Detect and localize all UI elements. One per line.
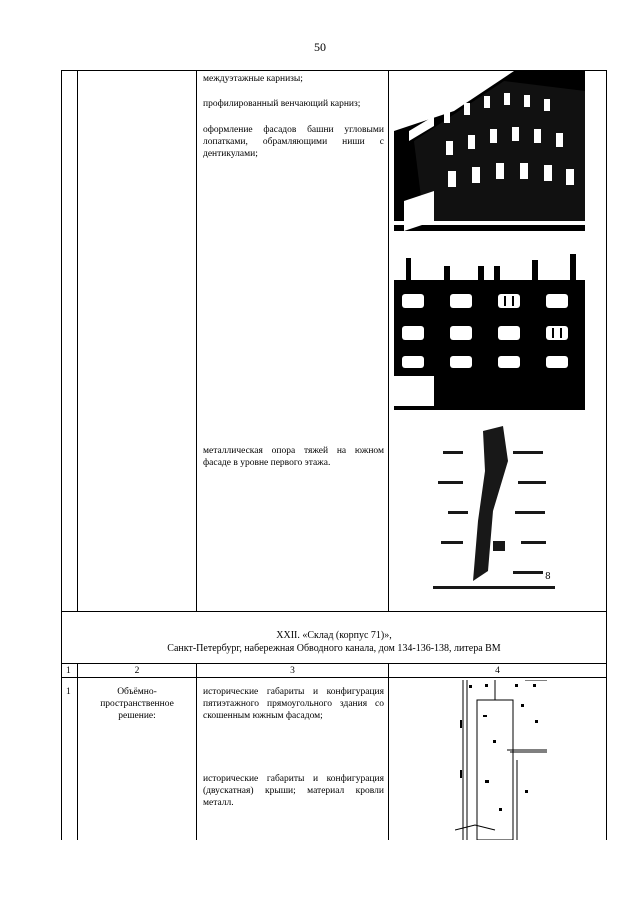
site-plan-drawing bbox=[455, 680, 547, 840]
section-title: XXII. «Склад (корпус 71)», bbox=[276, 630, 392, 641]
text-building-dimensions: исторические габариты и конфигурация пятиэтажного прямоугольного здания со скошенным южным фасадом; bbox=[203, 687, 384, 721]
text-roof-configuration: исторические габариты и конфигурация (двускатная) крыши; материал кровли металл. bbox=[203, 774, 384, 808]
text-interfloor-cornices: междуэтажные карнизы; bbox=[203, 74, 303, 84]
facade-photo-cornices bbox=[394, 71, 585, 231]
col-number-4: 4 bbox=[495, 666, 500, 676]
facade-photo-windows bbox=[394, 246, 585, 410]
row-number: 1 bbox=[66, 687, 71, 697]
col-number-2: 2 bbox=[134, 666, 140, 676]
section-address: Санкт-Петербург, набережная Обводного канала, дом 134-136-138, литера ВМ bbox=[167, 643, 501, 654]
metal-support-photo bbox=[433, 421, 555, 601]
text-tower-facades: оформление фасадов башни угловыми лопатками, обрамляющими ниши с дентикулами; bbox=[203, 125, 384, 159]
col-number-1: 1 bbox=[66, 666, 71, 676]
text-crowning-cornice: профилированный венчающий карниз; bbox=[203, 99, 361, 109]
row-category: Объёмно-пространственное решение: bbox=[100, 687, 174, 721]
col-number-3: 3 bbox=[290, 666, 295, 676]
text-metal-support: металлическая опора тяжей на южном фасаде в уровне первого этажа. bbox=[203, 446, 384, 468]
page-number: 50 bbox=[314, 40, 326, 54]
photo-marker: 8 bbox=[545, 572, 551, 582]
